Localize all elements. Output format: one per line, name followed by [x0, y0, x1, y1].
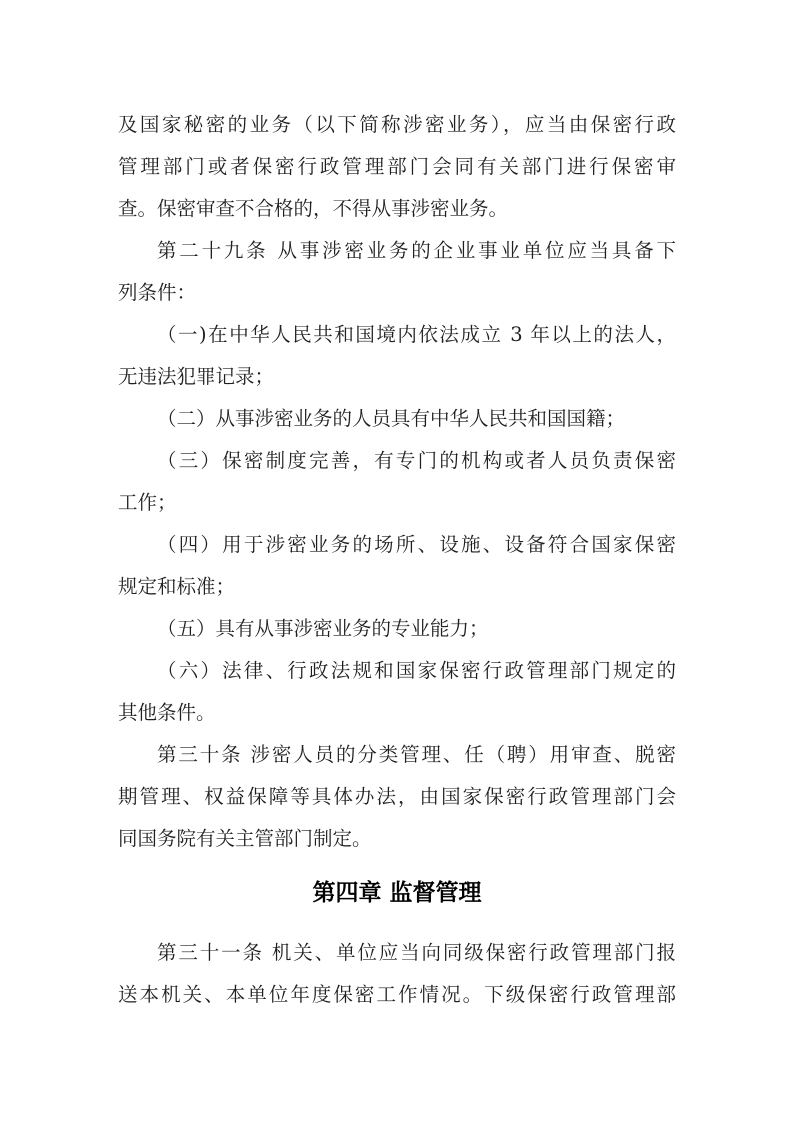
paragraph-item-2 — [118, 398, 676, 440]
text-line: 送本机关、本单位年度保密工作情况。下级保密行政管理部 — [118, 983, 676, 1006]
text-line: 管理部门或者保密行政管理部门会同有关部门进行保密审 — [118, 155, 676, 178]
text-line: （三）保密制度完善，有专门的机构或者人员负责保密 — [157, 449, 676, 472]
document-content — [118, 104, 676, 1016]
text-line: 工作； — [118, 491, 177, 514]
paragraph-article-30 — [118, 734, 676, 860]
text-line: 第三十条 涉密人员的分类管理、任（聘）用审查、脱密 — [157, 743, 676, 766]
text-line: （五）具有从事涉密业务的专业能力； — [157, 617, 489, 640]
paragraph-item-4 — [118, 524, 676, 608]
paragraph-article-31 — [118, 932, 676, 1016]
paragraph-item-1 — [118, 314, 676, 398]
paragraph-item-5 — [118, 608, 676, 650]
text-line: （一)在中华人民共和国境内依法成立 3 年以上的法人， — [157, 323, 676, 346]
paragraph-item-6 — [118, 650, 676, 734]
paragraph-item-3 — [118, 440, 676, 524]
text-line: 期管理、权益保障等具体办法，由国家保密行政管理部门会 — [118, 785, 676, 808]
text-line: 规定和标准； — [118, 575, 236, 598]
text-line: 第三十一条 机关、单位应当向同级保密行政管理部门报 — [157, 941, 676, 964]
text-line: 同国务院有关主管部门制定。 — [118, 827, 372, 850]
paragraph-article-29 — [118, 230, 676, 314]
text-line: 第二十九条 从事涉密业务的企业事业单位应当具备下 — [157, 239, 676, 262]
text-line: 列条件： — [118, 281, 197, 304]
paragraph-continuation — [118, 104, 676, 230]
text-line: 查。保密审查不合格的，不得从事涉密业务。 — [118, 197, 509, 220]
text-line: （六）法律、行政法规和国家保密行政管理部门规定的 — [157, 659, 676, 682]
text-line: （二）从事涉密业务的人员具有中华人民共和国国籍； — [157, 407, 626, 430]
chapter-heading: 第四章 监督管理 — [312, 880, 482, 906]
text-line: 无违法犯罪记录； — [118, 365, 275, 388]
text-line: 其他条件。 — [118, 701, 216, 724]
text-line: （四）用于涉密业务的场所、设施、设备符合国家保密 — [157, 533, 676, 556]
text-line: 及国家秘密的业务（以下简称涉密业务），应当由保密行政 — [118, 113, 676, 136]
